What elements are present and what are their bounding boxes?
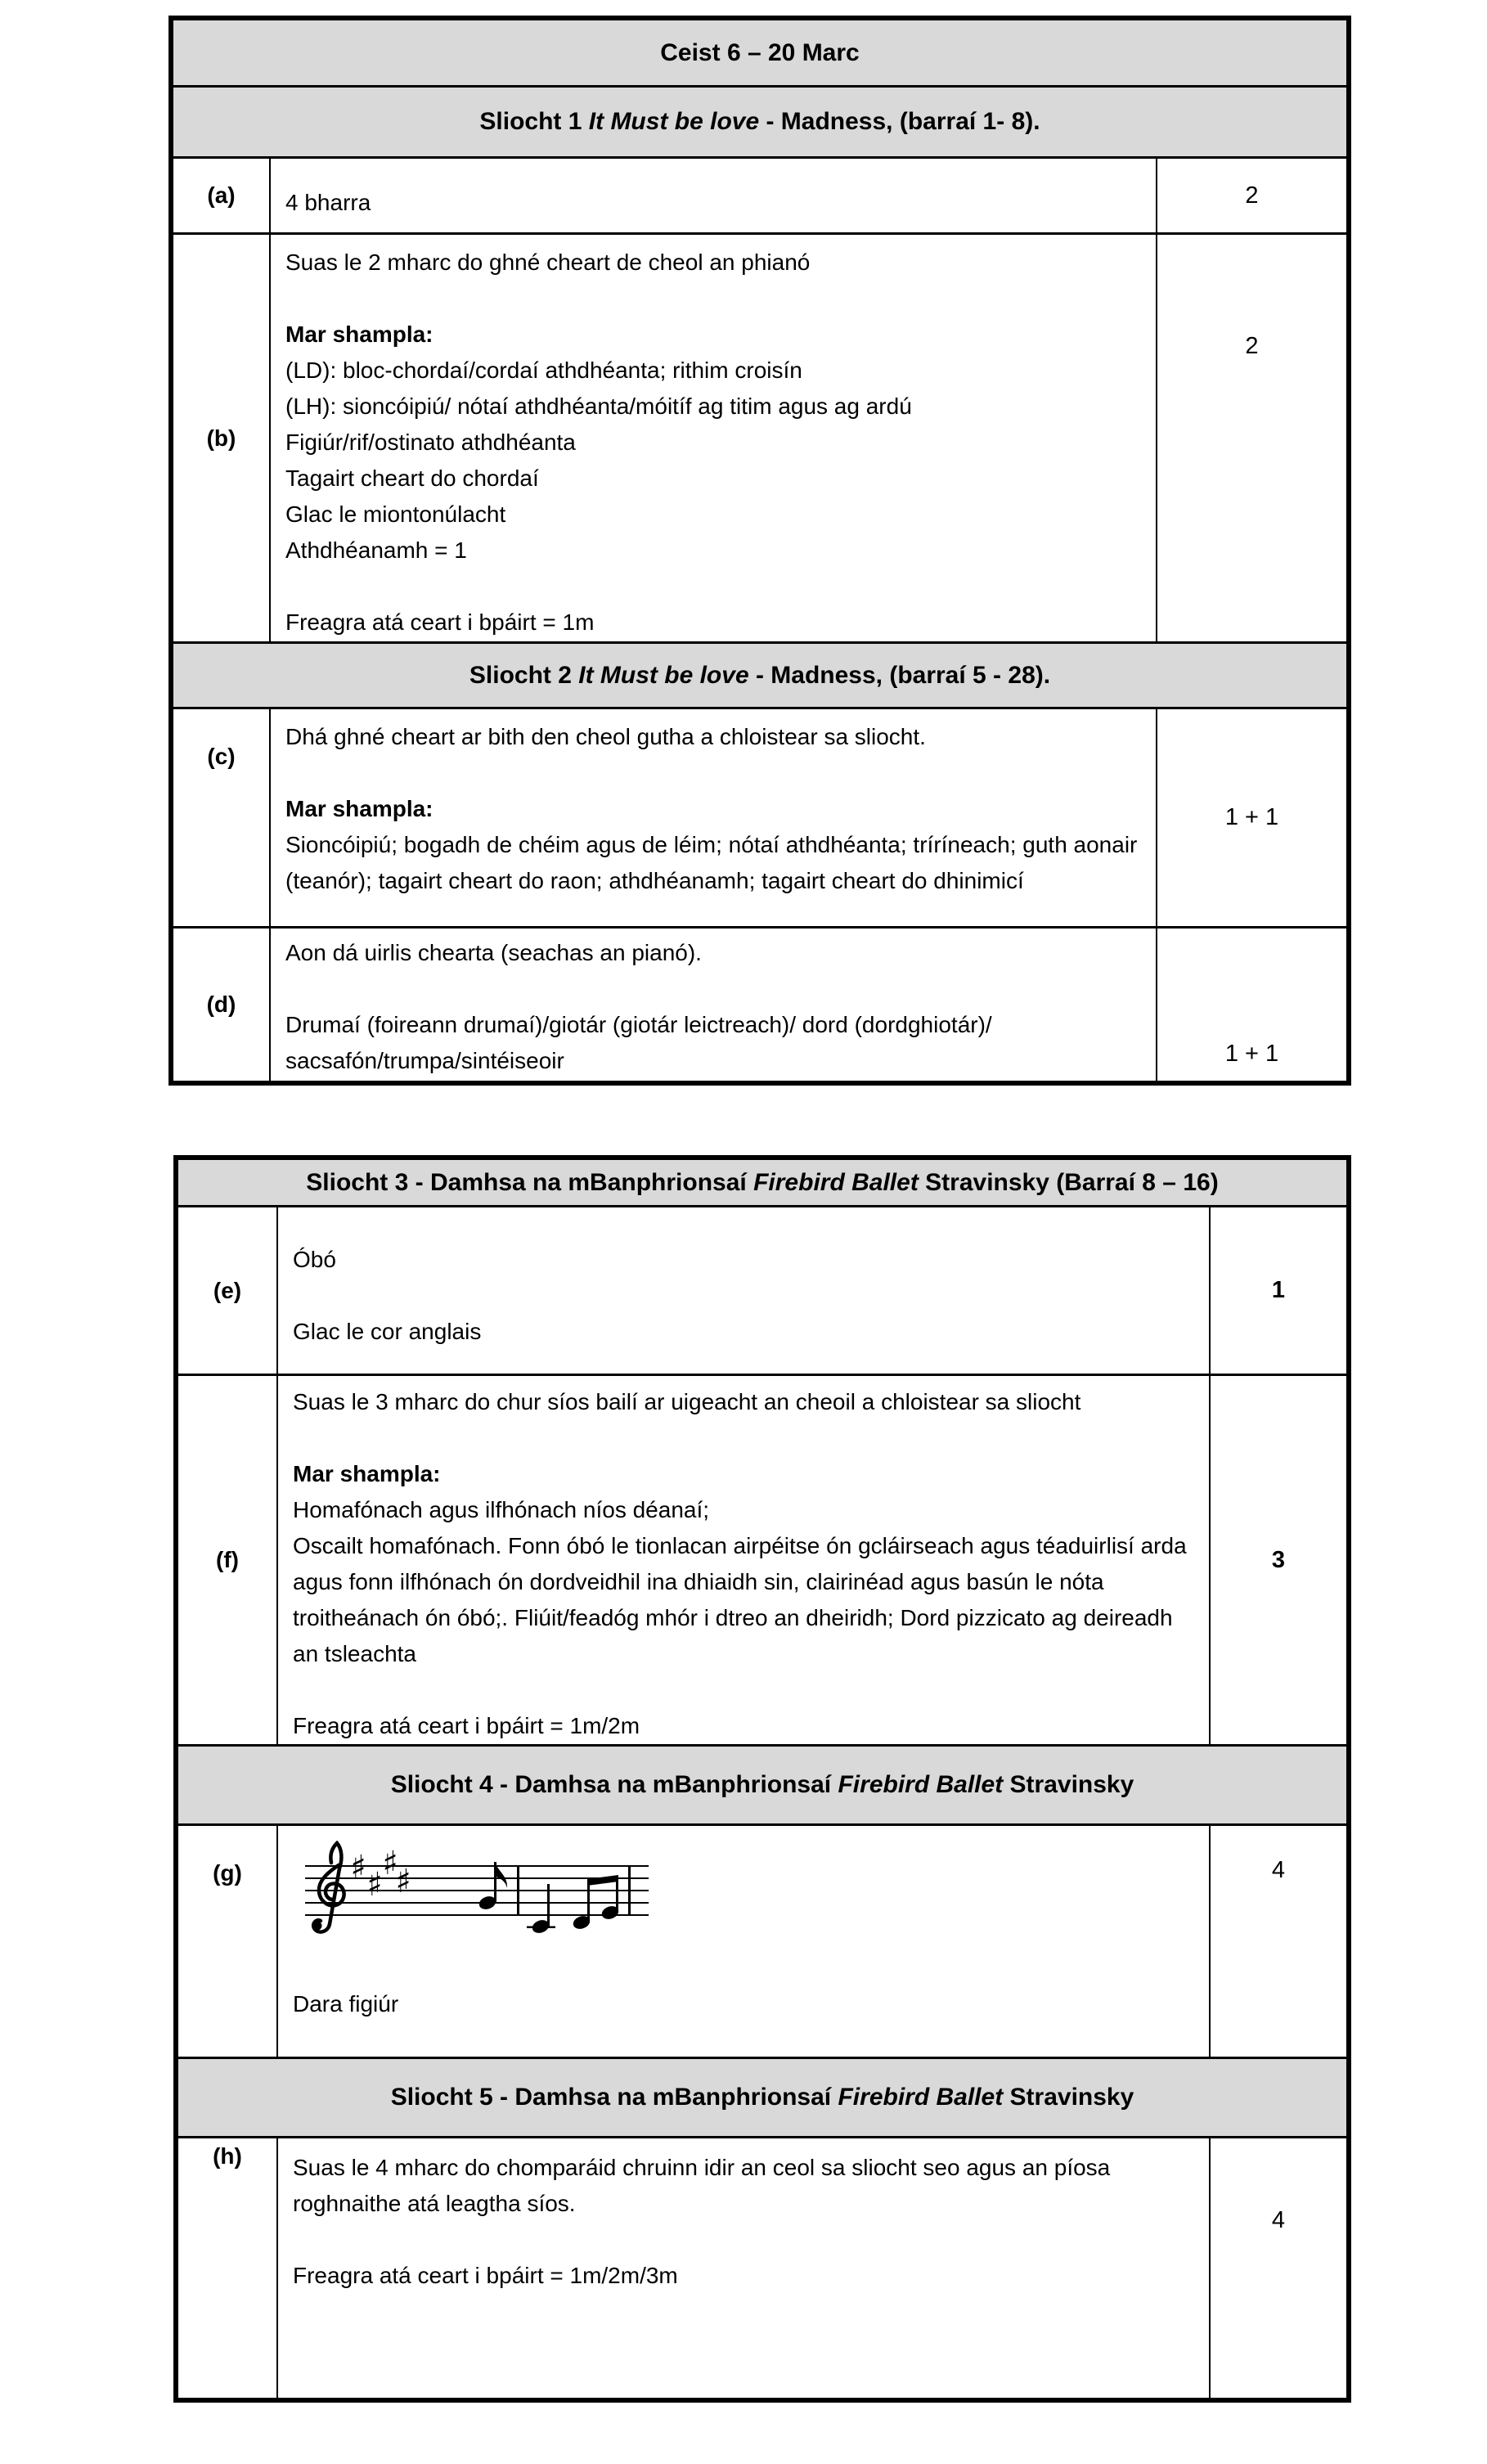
text-segment: Sliocht 5 - Damhsa na mBanphrionsaí: [390, 2084, 838, 2111]
beam: [587, 1875, 618, 1886]
text-segment: Sliocht 4 - Damhsa na mBanphrionsaí: [390, 1771, 838, 1798]
row-g: [178, 1826, 1346, 2059]
text-segment: Stravinsky: [1003, 2084, 1134, 2111]
row-e-label: (e): [178, 1207, 278, 1374]
text-segment: Firebird Ballet: [753, 1168, 919, 1196]
row-e-marks: 1: [1209, 1207, 1346, 1374]
header-sliocht-2: [173, 644, 1346, 709]
row-e: [178, 1207, 1346, 1376]
text-line: [285, 569, 1141, 605]
row-f: [178, 1376, 1346, 1747]
text-line: [285, 755, 1141, 791]
text-line: Suas le 3 mharc do chur síos bailí ar uigeacht an cheoil a chloistear sa sliocht: [293, 1389, 1081, 1414]
row-a-marks: 2: [1156, 159, 1346, 232]
text-segment: Sliocht 1: [479, 108, 589, 135]
text-segment: Sliocht 3 - Damhsa na mBanphrionsaí: [306, 1168, 754, 1196]
text-line: [285, 281, 1141, 317]
row-a-label: (a): [173, 159, 271, 232]
text-line: [293, 1672, 1194, 1708]
text-line: (LH): sioncóipiú/ nótaí athdhéanta/móitíf ag titim agus ag ardú: [285, 393, 912, 419]
text-line: Figiúr/rif/ostinato athdhéanta: [285, 429, 576, 455]
text-line: Óbó: [293, 1247, 336, 1272]
text-line: [285, 971, 1141, 1007]
text-line: Glac le miontonúlacht: [285, 501, 506, 527]
notes: [478, 1862, 631, 1936]
table-sliocht-3-4-5: [173, 1155, 1351, 2403]
text-line: Mar shampla:: [285, 321, 434, 347]
text-segment: - Madness, (barraí 1- 8).: [759, 108, 1040, 135]
text-line: Sioncóipiú; bogadh de chéim agus de léim; nótaí athdhéanta; tríríneach; guth aonair (teanór); tagairt cheart do raon; athdhéanamh; tagairt cheart do dhinimicí: [285, 832, 1138, 893]
text-line: Homafónach agus ilfhónach níos déanaí;: [293, 1497, 710, 1522]
row-e-content: [278, 1207, 1209, 1374]
barline: [517, 1866, 519, 1915]
text-line: Freagra atá ceart i bpáirt = 1m: [285, 609, 595, 635]
text-segment: Stravinsky: [1003, 1771, 1134, 1798]
row-c: [173, 709, 1346, 928]
row-h: [178, 2138, 1346, 2398]
text-segment: It Must be love: [578, 661, 749, 689]
header-sliocht-5: [178, 2059, 1346, 2138]
text-line: [293, 1420, 1194, 1456]
text-line: [293, 2222, 1194, 2258]
key-signature-sharps: [350, 1845, 411, 1904]
header-sliocht-3-text: [306, 1167, 1218, 1198]
music-notation: [291, 1841, 684, 1963]
svg-text:♯: ♯: [395, 1863, 411, 1900]
row-h-marks: 4: [1209, 2138, 1346, 2398]
music-caption: Dara figiúr: [293, 1991, 399, 2017]
row-g-label: (g): [178, 1826, 278, 2057]
header-sliocht-1-text: [479, 106, 1040, 137]
row-b-label: (b): [173, 235, 271, 641]
text-line: Mar shampla:: [293, 1461, 441, 1486]
text-segment: Firebird Ballet: [838, 2084, 1004, 2111]
text-line: Oscailt homafónach. Fonn óbó le tionlacan airpéitse ón gcláirseach agus téaduirlisí arda agus fonn ilfhónach ón dordveidhil ina dhiaidh sin, clairinéad agus basún le nóta troitheánach ón óbó;. Fliúit/feadóg mhór i dtreo an dheiridh; Dord pizzicato ag deireadh an tsleachta: [293, 1533, 1187, 1666]
text-line: Drumaí (foireann drumaí)/giotár (giotár leictreach)/ dord (dordghiotár)/ sacsafón/trumpa/sintéiseoir: [285, 1012, 992, 1073]
row-c-content: [271, 709, 1156, 926]
row-c-marks: 1 + 1: [1156, 709, 1346, 926]
text-line: Tagairt cheart do chordaí: [285, 465, 539, 491]
text-line: Freagra atá ceart i bpáirt = 1m/2m/3m: [293, 2263, 678, 2288]
row-d-marks: 1 + 1: [1156, 928, 1346, 1081]
svg-text:♯: ♯: [350, 1849, 366, 1886]
row-c-label: (c): [173, 709, 271, 926]
text-segment: Ceist 6 – 20 Marc: [660, 38, 860, 66]
text-segment: It Must be love: [588, 108, 760, 135]
row-g-marks: 4: [1209, 1826, 1346, 2057]
svg-text:♯: ♯: [382, 1845, 398, 1882]
row-d-label: (d): [173, 928, 271, 1081]
text-line: Aon dá uirlis chearta (seachas an pianó).: [285, 940, 702, 965]
row-f-marks: 3: [1209, 1376, 1346, 1744]
row-d: [173, 928, 1346, 1081]
text-segment: Firebird Ballet: [838, 1771, 1004, 1798]
text-line: Suas le 4 mharc do chomparáid chruinn idir an ceol sa sliocht seo agus an píosa roghnaithe atá leagtha síos.: [293, 2155, 1111, 2216]
text-line: Freagra atá ceart i bpáirt = 1m/2m: [293, 1713, 640, 1738]
row-a-content: [271, 159, 1156, 232]
row-b-content: [271, 235, 1156, 641]
text-segment: Stravinsky (Barraí 8 – 16): [918, 1168, 1219, 1196]
svg-text:♯: ♯: [366, 1866, 383, 1904]
text-line: (LD): bloc-chordaí/cordaí athdhéanta; rithim croisín: [285, 357, 802, 383]
text-segment: Sliocht 2: [469, 661, 579, 689]
header-sliocht-5-text: [391, 2082, 1134, 2113]
text-line: Athdhéanamh = 1: [285, 537, 467, 563]
row-f-label: (f): [178, 1376, 278, 1744]
row-h-content: [278, 2138, 1209, 2398]
row-a: [173, 159, 1346, 235]
header-sliocht-4: [178, 1747, 1346, 1826]
header-ceist-6-text: [660, 38, 859, 69]
row-g-content: [278, 1826, 1209, 2057]
header-sliocht-2-text: [469, 660, 1050, 691]
header-sliocht-1: [173, 88, 1346, 159]
text-segment: - Madness, (barraí 5 - 28).: [748, 661, 1051, 689]
row-d-content: [271, 928, 1156, 1081]
text-line: Dhá ghné cheart ar bith den cheol gutha a chloistear sa sliocht.: [285, 724, 926, 749]
row-b-marks: 2: [1156, 235, 1346, 641]
barline-end: [628, 1866, 631, 1915]
text-line: Suas le 2 mharc do ghné cheart de cheol an phianó: [285, 250, 811, 275]
text-line: Glac le cor anglais: [293, 1319, 482, 1344]
text-line: Mar shampla:: [285, 796, 434, 821]
header-ceist-6: [173, 20, 1346, 88]
treble-clef-icon: [313, 1843, 344, 1932]
row-h-label: (h): [178, 2138, 278, 2398]
header-sliocht-4-text: [391, 1769, 1134, 1801]
header-sliocht-3: [178, 1160, 1346, 1207]
row-f-content: [278, 1376, 1209, 1744]
text-line: [293, 1278, 1194, 1314]
table-ceist-6: [168, 16, 1351, 1086]
row-b: [173, 235, 1346, 644]
text-line: 4 bharra: [285, 190, 371, 215]
